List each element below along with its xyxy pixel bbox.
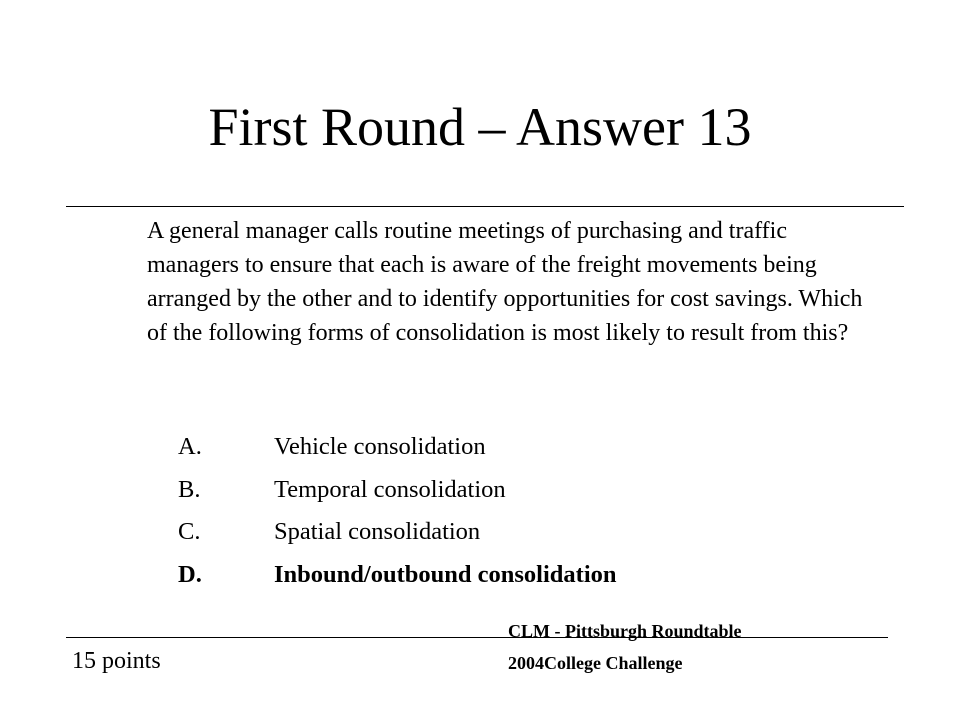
choice-c — [178, 511, 878, 554]
footer-organization: CLM - Pittsburgh Roundtable — [508, 621, 742, 641]
points-label: 15 points — [72, 648, 161, 674]
choice-a — [178, 426, 878, 469]
choice-letter: C. — [178, 518, 201, 545]
title-divider — [66, 206, 904, 207]
choice-b — [178, 469, 878, 512]
choice-text: Spatial consolidation — [274, 518, 481, 545]
slide-title: First Round – Answer 13 — [208, 97, 752, 157]
question-text: A general manager calls routine meetings of purchasing and traffic managers to ensure that each is aware of the freight movements being arranged by the other and to identify opportunities for cost savings. Which of the following forms of consolidation is most likely to result from this? — [147, 218, 863, 346]
choice-text: Temporal consolidation — [274, 475, 506, 503]
choice-letter: A. — [178, 433, 202, 460]
choice-letter: D. — [178, 560, 202, 588]
choice-d-correct — [178, 554, 878, 597]
choice-text: Inbound/outbound consolidation — [274, 560, 617, 588]
footer-event: 2004College Challenge — [508, 653, 683, 673]
choice-letter: B. — [178, 475, 201, 503]
answer-choices — [178, 426, 878, 596]
footer-divider-left — [66, 637, 506, 638]
choice-text: Vehicle consolidation — [274, 433, 486, 460]
